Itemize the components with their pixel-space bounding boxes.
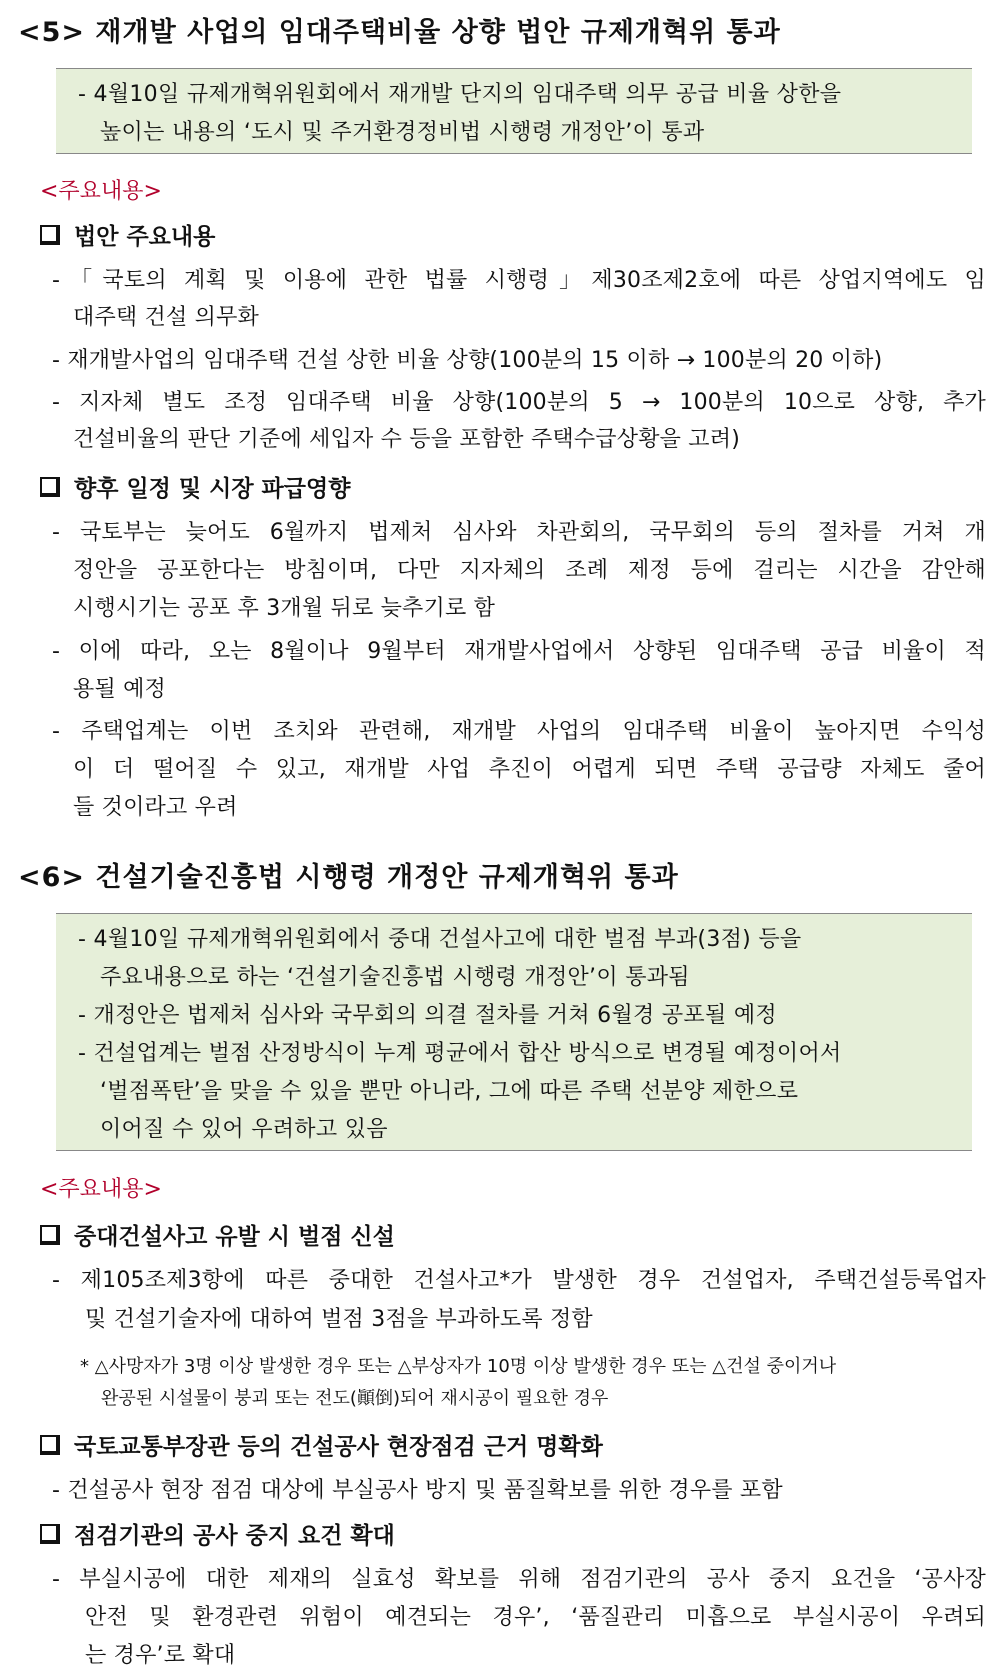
checkbox-square-icon xyxy=(40,477,60,497)
checkbox-square-icon xyxy=(40,225,60,245)
bullet-line: - 지자체 별도 조정 임대주택 비율 상향(100분의 5 → 100분의 10으로 상향, 추가 xyxy=(52,390,986,415)
bullet-line: - 제105조제3항에 따른 중대한 건설사고*가 발생한 경우 건설업자, 주택건설등록업자 xyxy=(52,1268,986,1293)
subsection-title: 법안 주요내용 xyxy=(74,224,216,250)
footnote-line: * △사망자가 3명 이상 발생한 경우 또는 △부상자가 10명 이상 발생한 경우 또는 △건설 중이거나 xyxy=(80,1356,837,1377)
subsection-heading xyxy=(40,218,215,251)
bullet-line: - 재개발사업의 임대주택 건설 상한 비율 상향(100분의 15 이하 → 100분의 20 이하) xyxy=(52,348,883,373)
bullet-line: 및 건설기술자에 대하여 벌점 3점을 부과하도록 정함 xyxy=(85,1307,593,1332)
main-content-label: <주요내용> xyxy=(40,1177,162,1202)
bullet-line: 정안을 공포한다는 방침이며, 다만 지자체의 조례 제정 등에 걸리는 시간을 감안해 xyxy=(73,558,986,583)
summary-line: - 4월10일 규제개혁위원회에서 중대 건설사고에 대한 벌점 부과(3점) 등을 xyxy=(78,927,802,952)
subsection-heading xyxy=(40,1517,395,1550)
subsection-title: 점검기관의 공사 중지 요건 확대 xyxy=(74,1523,395,1549)
subsection-heading xyxy=(40,1218,395,1251)
summary-line: - 건설업계는 벌점 산정방식이 누계 평균에서 합산 방식으로 변경될 예정이어서 xyxy=(78,1041,842,1066)
bullet-line: 이 더 떨어질 수 있고, 재개발 사업 추진이 어렵게 되면 주택 공급량 자체도 줄어 xyxy=(73,757,986,782)
subsection-heading xyxy=(40,470,350,503)
checkbox-square-icon xyxy=(40,1524,60,1544)
bullet-line: -「국토의 계획 및 이용에 관한 법률 시행령」제30조제2호에 따른 상업지역에도 임 xyxy=(52,268,986,293)
main-content-label: <주요내용> xyxy=(40,179,162,204)
section-6-title: <6> 건설기술진흥법 시행령 개정안 규제개혁위 통과 xyxy=(18,862,679,893)
summary-line: 높이는 내용의 ‘도시 및 주거환경정비법 시행령 개정안’이 통과 xyxy=(100,120,705,145)
section-6-summary-box xyxy=(56,913,972,1151)
checkbox-square-icon xyxy=(40,1225,60,1245)
bullet-line: 대주택 건설 의무화 xyxy=(73,305,260,330)
subsection-title: 중대건설사고 유발 시 벌점 신설 xyxy=(74,1224,395,1250)
summary-line: - 개정안은 법제처 심사와 국무회의 의결 절차를 거쳐 6월경 공포될 예정 xyxy=(78,1003,777,1028)
bullet-line: - 국토부는 늦어도 6월까지 법제처 심사와 차관회의, 국무회의 등의 절차를 거쳐 개 xyxy=(52,520,986,545)
bullet-line: - 주택업계는 이번 조치와 관련해, 재개발 사업의 임대주택 비율이 높아지면 수익성 xyxy=(52,719,986,744)
subsection-title: 향후 일정 및 시장 파급영향 xyxy=(74,476,351,502)
bullet-line: 는 경우’로 확대 xyxy=(85,1643,236,1668)
bullet-line: - 부실시공에 대한 제재의 실효성 확보를 위해 점검기관의 공사 중지 요건을 ‘공사장 xyxy=(52,1567,986,1592)
bullet-line: - 건설공사 현장 점검 대상에 부실공사 방지 및 품질확보를 위한 경우를 포함 xyxy=(52,1478,783,1503)
summary-line: - 4월10일 규제개혁위원회에서 재개발 단지의 임대주택 의무 공급 비율 상한을 xyxy=(78,82,842,107)
subsection-title: 국토교통부장관 등의 건설공사 현장점검 근거 명확화 xyxy=(74,1434,603,1460)
summary-line: ‘벌점폭탄’을 맞을 수 있을 뿐만 아니라, 그에 따른 주택 선분양 제한으로 xyxy=(100,1079,799,1104)
bullet-line: 안전 및 환경관련 위험이 예견되는 경우’, ‘품질관리 미흡으로 부실시공이 우려되 xyxy=(85,1605,986,1630)
bullet-line: 시행시기는 공포 후 3개월 뒤로 늦추기로 함 xyxy=(73,596,496,621)
bullet-line: - 이에 따라, 오는 8월이나 9월부터 재개발사업에서 상향된 임대주택 공급 비율이 적 xyxy=(52,639,986,664)
bullet-line: 용될 예정 xyxy=(73,677,167,702)
subsection-heading xyxy=(40,1428,603,1461)
section-5-title: <5> 재개발 사업의 임대주택비율 상향 법안 규제개혁위 통과 xyxy=(18,17,781,48)
summary-line: 주요내용으로 하는 ‘건설기술진흥법 시행령 개정안’이 통과됨 xyxy=(100,965,690,990)
bullet-line: 들 것이라고 우려 xyxy=(73,795,238,820)
bullet-line: 건설비율의 판단 기준에 세입자 수 등을 포함한 주택수급상황을 고려) xyxy=(73,427,740,452)
checkbox-square-icon xyxy=(40,1435,60,1455)
summary-line: 이어질 수 있어 우려하고 있음 xyxy=(100,1117,388,1142)
footnote-line: 완공된 시설물이 붕괴 또는 전도(顚倒)되어 재시공이 필요한 경우 xyxy=(101,1388,609,1409)
section-5-summary-box xyxy=(56,68,972,154)
